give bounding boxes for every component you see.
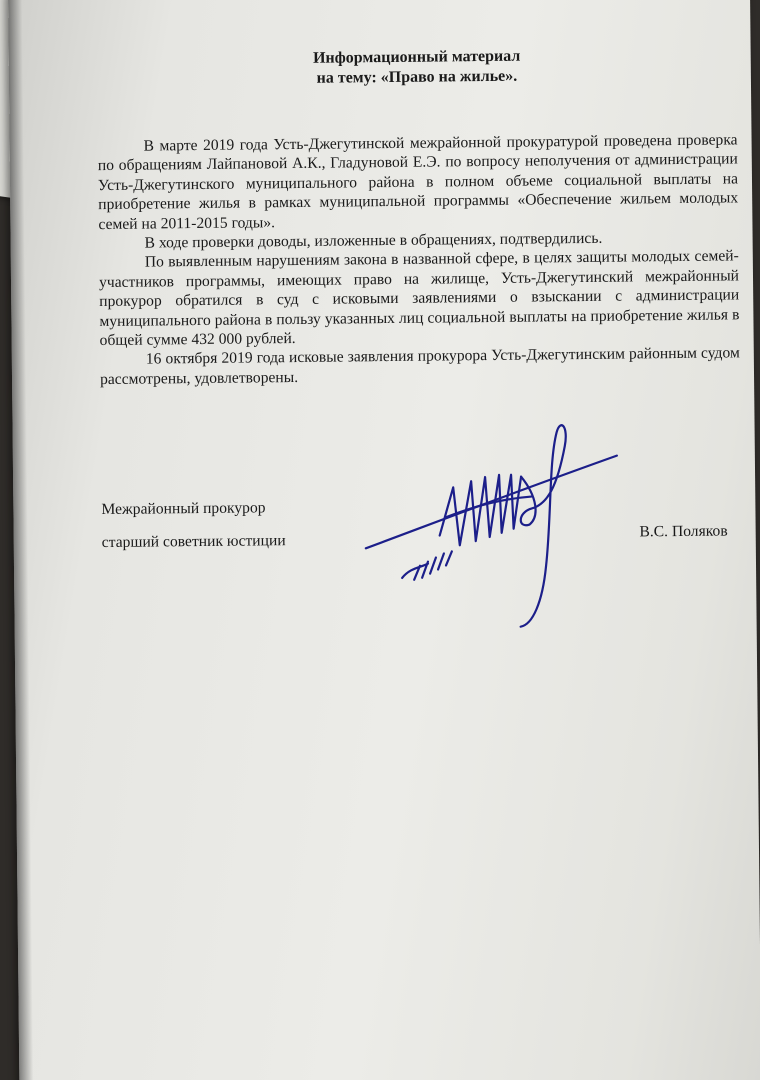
document-content <box>97 44 741 552</box>
paragraph-3: По выявленным нарушениям закона в названной сфере, в целях защиты молодых семей-участников программы, имеющих право на жилище, Усть-Джегутинский межрайонный прокурор обратился в суд с исковыми заявлениями о взыскании с администрации муниципального района в пользу указанных лиц социальной выплаты на приобретение жилья в общей сумме 432 000 рублей. <box>98 247 740 350</box>
paper-sheet <box>8 0 760 1080</box>
signatory-position-line-2: старший советник юстиции <box>101 532 286 552</box>
paragraph-4: 16 октября 2019 года исковые заявления прокурора Усть-Джегутинским районным судом рассмотрены, удовлетворены. <box>99 344 740 388</box>
paragraph-2: В ходе проверки доводы, изложенные в обращениях, подтвердились. <box>144 229 603 252</box>
paragraph-1: В марте 2019 года Усть-Джегутинской межрайонной прокуратурой проведена проверка по обращениям Лайпановой А.К., Гладуновой Е.Э. по вопросу неполучения от администрации Усть-Джегутинского муниципального района в полном объеме социальной выплаты на приобретение жилья в рамках муниципальной программы «Обеспечение жильем молодых семей на 2011-2015 годы». <box>97 131 739 233</box>
title-line-2: на тему: «Право на жилье». <box>316 67 518 87</box>
handwritten-signature <box>360 416 622 649</box>
title-line-1: Информационный материал <box>312 47 521 67</box>
signatory-name: В.С. Поляков <box>639 522 728 541</box>
signatory-position-line-1: Межрайонный прокурор <box>101 499 266 519</box>
document-body <box>98 130 741 389</box>
